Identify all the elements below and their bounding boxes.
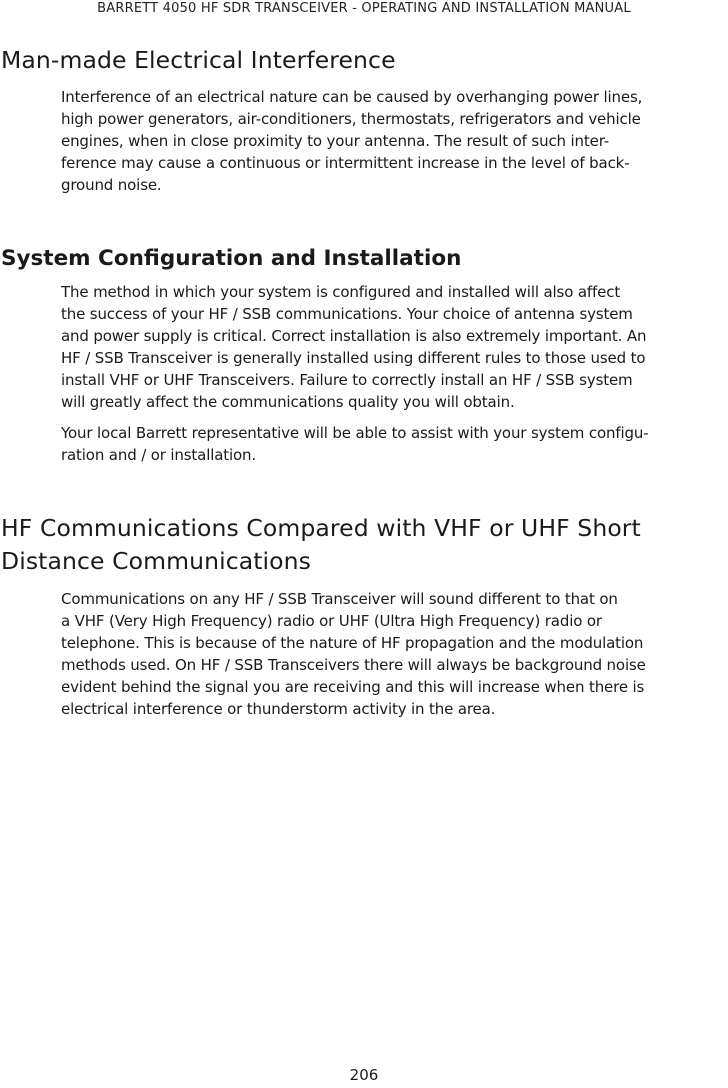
heading-line: Distance Communications xyxy=(1,547,311,575)
text-line: install VHF or UHF Transceivers. Failure to correctly install an HF / SSB system xyxy=(61,371,633,389)
page-number: 206 xyxy=(349,1066,379,1084)
text-line: will greatly affect the communications quality you will obtain. xyxy=(61,393,515,411)
section-paragraph xyxy=(0,86,728,196)
section-heading: Man-made Electrical Interference xyxy=(1,46,396,74)
text-line: evident behind the signal you are receiving and this will increase when there is xyxy=(61,678,645,696)
section-heading xyxy=(1,512,728,578)
text-line: engines, when in close proximity to your antenna. The result of such inter- xyxy=(61,132,610,150)
section-paragraph xyxy=(0,588,728,720)
section-man-made-interference xyxy=(0,44,728,196)
text-line: a VHF (Very High Frequency) radio or UHF (Ultra High Frequency) radio or xyxy=(61,612,602,630)
text-line: electrical interference or thunderstorm activity in the area. xyxy=(61,700,496,718)
section-heading: System Configuration and Installation xyxy=(1,246,462,271)
section-hf-vs-vhf-uhf xyxy=(0,512,728,720)
text-line: the success of your HF / SSB communications. Your choice of antenna system xyxy=(61,305,633,323)
section-paragraph xyxy=(0,281,728,413)
text-line: HF / SSB Transceiver is generally installed using different rules to those used to xyxy=(61,349,646,367)
text-line: Your local Barrett representative will be able to assist with your system configu- xyxy=(61,424,649,442)
text-line: methods used. On HF / SSB Transceivers there will always be background noise xyxy=(61,656,646,674)
text-line: high power generators, air-conditioners, thermostats, refrigerators and vehicle xyxy=(61,110,641,128)
text-line: The method in which your system is configured and installed will also affect xyxy=(61,283,621,301)
page-body xyxy=(0,44,728,720)
section-paragraph xyxy=(0,422,728,466)
text-line: ground noise. xyxy=(61,176,162,194)
running-header: BARRETT 4050 HF SDR TRANSCEIVER - OPERATING AND INSTALLATION MANUAL xyxy=(97,1,631,16)
text-line: Interference of an electrical nature can be caused by overhanging power lines, xyxy=(61,88,643,106)
text-line: ration and / or installation. xyxy=(61,446,257,464)
heading-line: HF Communications Compared with VHF or UHF Short xyxy=(1,514,641,542)
text-line: Communications on any HF / SSB Transceiver will sound different to that on xyxy=(61,590,618,608)
section-system-configuration xyxy=(0,244,728,466)
text-line: ference may cause a continuous or intermittent increase in the level of back- xyxy=(61,154,630,172)
text-line: telephone. This is because of the nature of HF propagation and the modulation xyxy=(61,634,644,652)
text-line: and power supply is critical. Correct installation is also extremely important. An xyxy=(61,327,647,345)
